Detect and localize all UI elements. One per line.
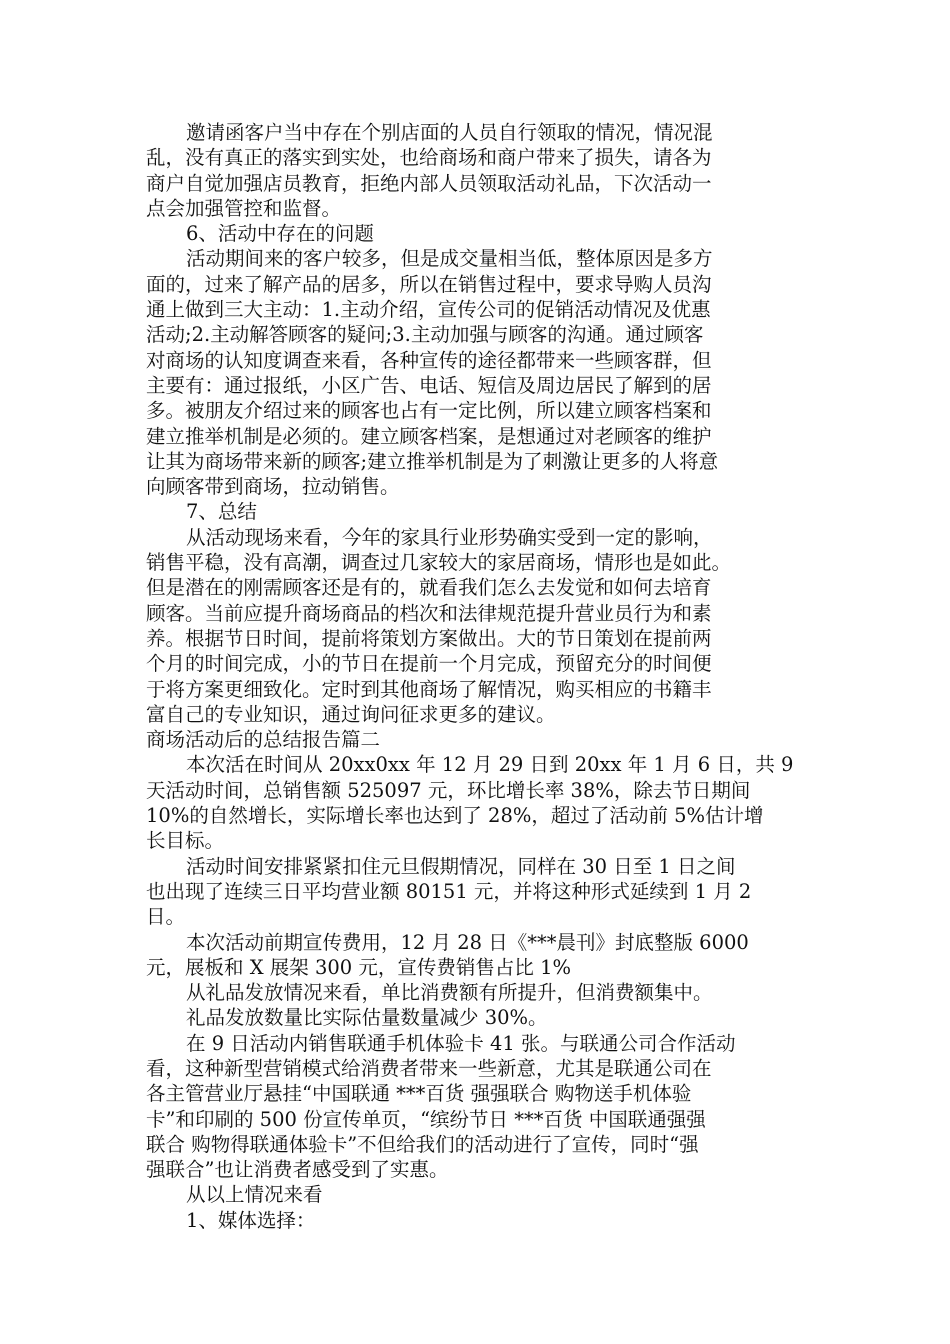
text-line: 礼品发放数量比实际估量数量减少 30%。 bbox=[186, 1006, 548, 1030]
text-line: 联合 购物得联通体验卡”不但给我们的活动进行了宣传，同时“强 bbox=[146, 1132, 699, 1156]
text-line: 对商场的认知度调查来看，各种宣传的途径都带来一些顾客群，但 bbox=[146, 348, 712, 372]
text-line: 商户自觉加强店员教育，拒绝内部人员领取活动礼品，下次活动一 bbox=[146, 171, 712, 195]
text-line: 富自己的专业知识，通过询问征求更多的建议。 bbox=[146, 702, 556, 726]
text-line: 各主管营业厅悬挂“中国联通 ***百货 强强联合 购物送手机体验 bbox=[146, 1082, 692, 1106]
text-line: 从以上情况来看 bbox=[186, 1183, 323, 1207]
text-line: 面的，过来了解产品的居多，所以在销售过程中，要求导购人员沟 bbox=[146, 272, 712, 296]
text-line: 邀请函客户当中存在个别店面的人员自行领取的情况，情况混 bbox=[186, 121, 713, 144]
text-line: 6、活动中存在的问题 bbox=[186, 222, 374, 246]
text-line: 强联合”也让消费者感受到了实惠。 bbox=[146, 1158, 449, 1182]
text-line: 也出现了连续三日平均营业额 80151 元，并将这种形式延续到 1 月 2 bbox=[146, 879, 752, 903]
text-line: 看，这种新型营销模式给消费者带来一些新意，尤其是联通公司在 bbox=[146, 1056, 712, 1080]
text-line: 本次活动前期宣传费用，12 月 28 日《***晨刊》封底整版 6000 bbox=[186, 930, 749, 954]
text-line: 活动;2.主动解答顾客的疑问;3.主动加强与顾客的沟通。通过顾客 bbox=[146, 323, 704, 347]
text-line: 长目标。 bbox=[146, 829, 225, 853]
text-line: 于将方案更细致化。定时到其他商场了解情况，购买相应的书籍丰 bbox=[146, 677, 712, 701]
text-line: 元，展板和 X 展架 300 元，宣传费销售占比 1% bbox=[146, 955, 572, 979]
text-line: 从礼品发放情况来看，单比消费额有所提升，但消费额集中。 bbox=[186, 981, 713, 1005]
text-line: 商场活动后的总结报告篇二 bbox=[146, 728, 381, 752]
text-line: 多。被朋友介绍过来的顾客也占有一定比例，所以建立顾客档案和 bbox=[146, 399, 712, 423]
document-body bbox=[146, 120, 811, 1233]
text-line: 向顾客带到商场，拉动销售。 bbox=[146, 475, 400, 499]
text-line: 主要有：通过报纸，小区广告、电话、短信及周边居民了解到的居 bbox=[146, 373, 712, 397]
text-line: 顾客。当前应提升商场商品的档次和法律规范提升营业员行为和素 bbox=[146, 601, 712, 625]
text-line: 建立推举机制是必须的。建立顾客档案，是想通过对老顾客的维护 bbox=[146, 424, 712, 448]
text-line: 乱，没有真正的落实到实处，也给商场和商户带来了损失，请各为 bbox=[146, 146, 712, 170]
text-line: 通上做到三大主动：1.主动介绍，宣传公司的促销活动情况及优惠 bbox=[146, 298, 711, 322]
text-line: 但是潜在的刚需顾客还是有的，就看我们怎么去发觉和如何去培育 bbox=[146, 576, 712, 600]
text-line: 养。根据节日时间，提前将策划方案做出。大的节日策划在提前两 bbox=[146, 626, 712, 650]
text-line: 销售平稳，没有高潮，调查过几家较大的家居商场，情形也是如此。 bbox=[146, 551, 732, 575]
text-line: 点会加强管控和监督。 bbox=[146, 196, 342, 220]
text-line: 天活动时间，总销售额 525097 元，环比增长率 38%，除去节日期间 bbox=[146, 778, 751, 802]
text-line: 活动时间安排紧紧扣住元旦假期情况，同样在 30 日至 1 日之间 bbox=[186, 854, 736, 878]
text-line: 日。 bbox=[146, 905, 186, 929]
text-line: 7、总结 bbox=[186, 500, 257, 524]
text-line: 让其为商场带来新的顾客;建立推举机制是为了刺激让更多的人将意 bbox=[146, 449, 719, 473]
text-line: 活动期间来的客户较多，但是成交量相当低，整体原因是多方 bbox=[186, 247, 713, 271]
text-line: 本次活在时间从 20xx0xx 年 12 月 29 日到 20xx 年 1 月 6 日，共 9 bbox=[186, 753, 794, 777]
text-line: 1、媒体选择： bbox=[186, 1208, 316, 1232]
text-line: 10%的自然增长，实际增长率也达到了 28%，超过了活动前 5%估计增 bbox=[146, 804, 764, 828]
text-line: 在 9 日活动内销售联通手机体验卡 41 张。与联通公司合作活动 bbox=[186, 1031, 736, 1055]
text-line: 从活动现场来看，今年的家具行业形势确实受到一定的影响， bbox=[186, 525, 713, 549]
text-line: 个月的时间完成，小的节日在提前一个月完成，预留充分的时间便 bbox=[146, 652, 712, 676]
text-line: 卡”和印刷的 500 份宣传单页，“缤纷节日 ***百货 中国联通强强 bbox=[146, 1107, 706, 1131]
